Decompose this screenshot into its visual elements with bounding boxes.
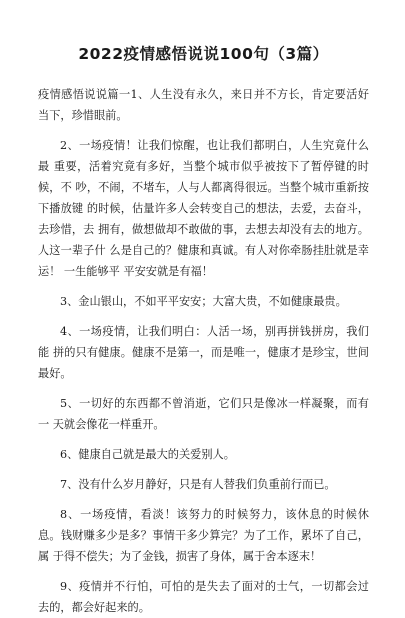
- paragraph: 4、一场疫情，让我们明白：人活一场，别再拼钱拼房，我们能 拼的只有健康。健康不是第一，而是唯一，健康才是珍宝，世间最好。: [38, 325, 369, 380]
- document-title: 2022疫情感悟说说100句（3篇）: [78, 45, 329, 63]
- paragraph: 2、一场疫情！让我们惊醒，也让我们都明白，人生究竟什么最 重要，活着究竟有多好，当整个城市似乎被按下了暂停键的时候，不 吵，不闹，不堵车，人与人都离得很远。当整个城市重新按下播放键 的时候，估量许多人会转变自己的想法，去爱，去奋斗，去珍惜，去 拥有，做想做却不敢做的事，去想去却没有去的地方。人这一辈子什 么是自己的？健康和真诚。有人对你牵肠挂肚就是幸运！ 一生能够平 平安安就是有福！: [38, 139, 369, 278]
- paragraph: 疫情感悟说说篇一1、人生没有永久，来日并不方长，肯定要活好当下，珍惜眼前。: [38, 88, 369, 122]
- paragraph: 5、一切好的东西都不曾消逝，它们只是像冰一样凝聚，而有一 天就会像花一样重开。: [38, 397, 369, 431]
- paragraph: 7、没有什么岁月静好，只是有人替我们负重前行而已。: [60, 478, 336, 491]
- paragraph: 6、健康自己就是最大的关爱别人。: [60, 448, 235, 461]
- paragraph: 8、一场疫情，看淡！该努力的时候努力，该休息的时候休 息。钱财赚多少是多？事情干多少算完？为了工作，累坏了自己，属 于得不偿失；为了金钱，损害了身体，属于舍本逐末！: [38, 508, 369, 563]
- paragraph: 9、疫情并不行怕，可怕的是失去了面对的士气，一切都会过去的，都会好起来的。: [38, 580, 369, 614]
- paragraph: 3、金山银山，不如平平安安；大富大贵，不如健康最贵。: [60, 295, 347, 308]
- document-body: [38, 84, 369, 618]
